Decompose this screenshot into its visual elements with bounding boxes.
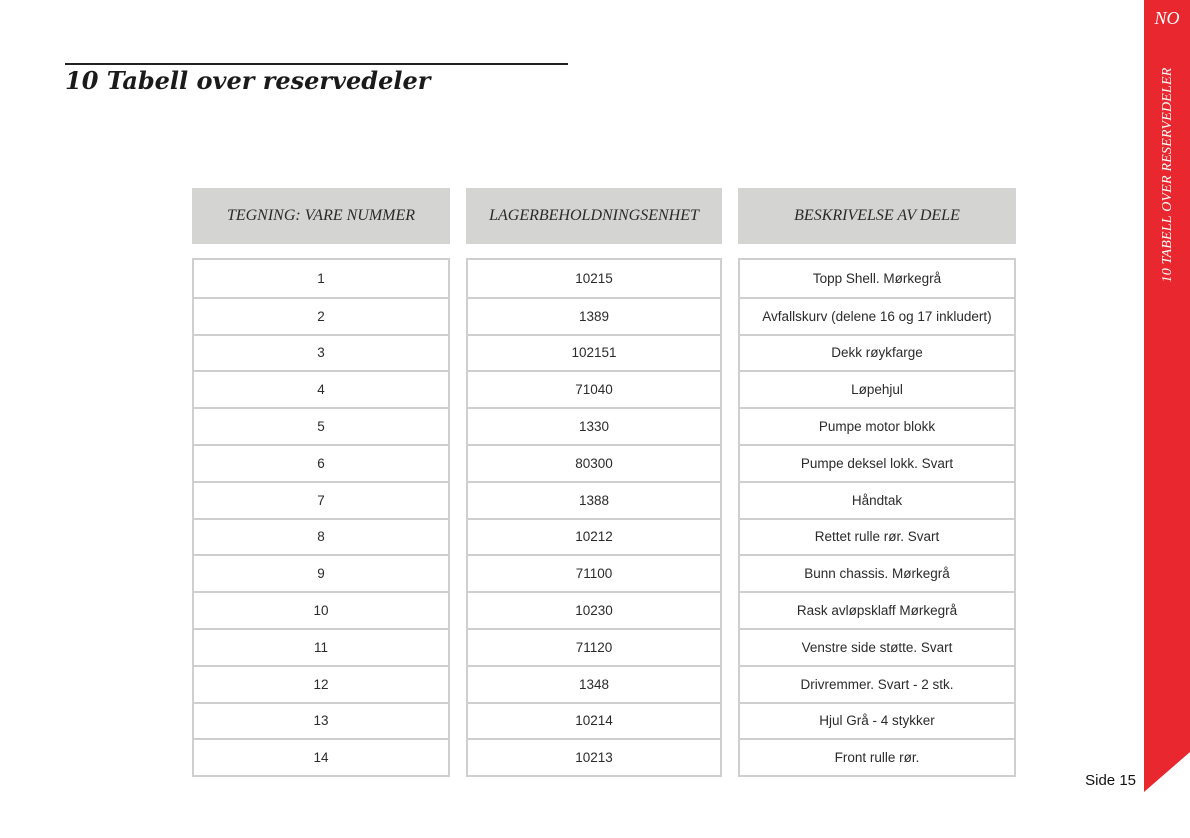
table-cell-nr: 1 <box>317 270 325 286</box>
column-drawing-number <box>192 188 450 777</box>
table-cell-desc: Drivremmer. Svart - 2 stk. <box>740 665 1014 702</box>
table-cell-sku: 1348 <box>468 665 720 702</box>
table-cell-sku: 102151 <box>468 334 720 371</box>
table-cell-sku: 71100 <box>468 554 720 591</box>
column-description <box>738 188 1016 777</box>
table-cell-desc: Pumpe deksel lokk. Svart <box>740 444 1014 481</box>
table-cell-nr: 4 <box>194 370 448 407</box>
table-cell-desc: Venstre side støtte. Svart <box>740 628 1014 665</box>
title-rule <box>65 63 568 65</box>
table-cell-nr: 3 <box>194 334 448 371</box>
table-cell-desc: Håndtak <box>740 481 1014 518</box>
column-sku <box>466 188 722 777</box>
table-cell-desc: Avfallskurv (delene 16 og 17 inkludert) <box>740 297 1014 334</box>
table-cell-nr: 10 <box>194 591 448 628</box>
table-cell-sku: 71120 <box>468 628 720 665</box>
table-cell-desc: Hjul Grå - 4 stykker <box>740 702 1014 739</box>
column-body <box>192 258 450 777</box>
table-cell-nr: 13 <box>194 702 448 739</box>
table-cell-sku: 10230 <box>468 591 720 628</box>
table-cell-desc: Løpehjul <box>740 370 1014 407</box>
table-cell-nr: 11 <box>194 628 448 665</box>
table-cell-desc: Rettet rulle rør. Svart <box>740 518 1014 555</box>
table-cell-sku: 10215 <box>575 270 613 286</box>
table-cell-desc: Front rulle rør. <box>740 738 1014 775</box>
language-code: NO <box>1154 8 1180 28</box>
table-cell-sku: 1330 <box>468 407 720 444</box>
column-header: TEGNING: VARE NUMMER <box>192 188 450 244</box>
table-cell-nr: 6 <box>194 444 448 481</box>
side-section-label: 10 TABELL OVER RESERVEDELER <box>1160 67 1175 283</box>
page-number: Side 15 <box>1085 772 1136 789</box>
table-cell-nr: 2 <box>194 297 448 334</box>
table-cell-sku: 10214 <box>468 702 720 739</box>
table-cell-nr: 8 <box>194 518 448 555</box>
table-cell-desc: Pumpe motor blokk <box>740 407 1014 444</box>
table-cell-nr: 9 <box>194 554 448 591</box>
table-cell-sku: 1388 <box>468 481 720 518</box>
table-cell-sku: 10213 <box>468 738 720 775</box>
table-cell-nr: 7 <box>194 481 448 518</box>
table-cell-sku: 71040 <box>468 370 720 407</box>
column-header: LAGERBEHOLDNINGSENHET <box>466 188 722 244</box>
table-cell-sku: 80300 <box>468 444 720 481</box>
table-cell-nr: 12 <box>194 665 448 702</box>
table-cell-desc: Topp Shell. Mørkegrå <box>812 270 942 286</box>
page-title: 10 Tabell over reservedeler <box>65 66 431 95</box>
table-cell-sku: 1389 <box>468 297 720 334</box>
table-cell-sku: 10212 <box>468 518 720 555</box>
column-header: BESKRIVELSE AV DELE <box>738 188 1016 244</box>
table-cell-nr: 5 <box>194 407 448 444</box>
table-cell-nr: 14 <box>194 738 448 775</box>
column-body <box>738 258 1016 777</box>
column-body <box>466 258 722 777</box>
table-cell-desc: Bunn chassis. Mørkegrå <box>740 554 1014 591</box>
table-cell-desc: Dekk røykfarge <box>740 334 1014 371</box>
table-cell-desc: Rask avløpsklaff Mørkegrå <box>740 591 1014 628</box>
